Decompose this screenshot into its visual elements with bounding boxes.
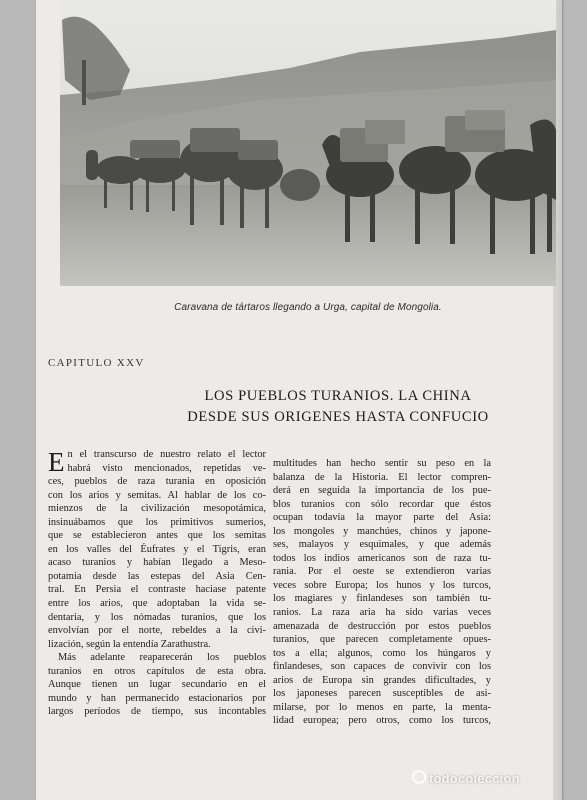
body-line: turanios en otros capítulos de esta obra. xyxy=(48,665,266,677)
camel-caravan-photo xyxy=(60,0,556,286)
watermark-circle-icon xyxy=(412,770,426,784)
body-line: envolvían por el norte, rebeldes a la civi- xyxy=(48,625,266,637)
body-line: Aunque tienen un lugar secundario en el xyxy=(48,679,266,691)
body-line: ses, malayos y esquimales, y que además xyxy=(273,539,491,551)
body-line: arios de Europa sin grandes dificultades, y xyxy=(273,674,491,686)
watermark-text: todocoleccion xyxy=(429,771,520,786)
body-line: habrá visto mencionados, repetidas ve- xyxy=(67,462,266,474)
chapter-heading: CAPITULO XXV xyxy=(48,357,145,369)
body-line: Más adelante reaparecerán los pueblos xyxy=(58,652,266,664)
body-column-left xyxy=(48,448,266,719)
body-line: dentaria, y los nómadas turanios, que los xyxy=(48,611,266,623)
body-line: milarse, por lo menos en parte, la menta- xyxy=(273,701,491,713)
body-line: con los arios y semitas. Al hablar de los co- xyxy=(48,489,266,501)
body-line: multitudes han hecho sentir su peso en la xyxy=(273,458,491,469)
body-line: mienzos de la civilización mesopotámica, xyxy=(48,503,266,515)
body-line: balanza de la Historia. El lector compren- xyxy=(273,471,491,483)
body-line: en los valles del Éufrates y el Tigris, eran xyxy=(48,543,266,555)
body-line: potamia desde las estepas del Asia Cen- xyxy=(48,570,266,582)
body-line: los magiares y finlandeses son también tu- xyxy=(273,593,491,605)
body-line: finlandeses, son capaces de convivir con los xyxy=(273,661,491,673)
drop-cap: E xyxy=(48,447,65,477)
body-line: ranios. La raza aria ha sido varias veces xyxy=(273,607,491,619)
watermark-logo xyxy=(412,770,520,786)
body-line: que se establecieron antes que los semitas xyxy=(48,530,266,542)
body-line: tral. En Persia el contraste haciase patente xyxy=(48,584,266,596)
body-line: largos períodos de tiempo, sus incontables xyxy=(48,706,266,718)
chapter-title-line-1: LOS PUEBLOS TURANIOS. LA CHINA xyxy=(204,388,472,404)
body-line: mundo y han permanecido estacionarios por xyxy=(48,692,266,704)
body-line: lización, según la entendía Zarathustra. xyxy=(48,638,211,650)
body-line: ces, pueblos de raza turania en oposición xyxy=(48,476,266,488)
body-line: rania. Por el oeste se extendieron varias xyxy=(273,566,491,578)
body-line: veces sobre Europa; los hunos y los turcos, xyxy=(273,579,491,591)
body-line: los mongoles y manchúes, chinos y japone- xyxy=(273,525,491,537)
body-line: turanios, que parecen completamente opues- xyxy=(273,634,491,646)
body-line: los japoneses parecen susceptibles de asi- xyxy=(273,688,491,700)
photo-caption: Caravana de tártaros llegando a Urga, capital de Mongolia. xyxy=(174,302,442,313)
chapter-title xyxy=(150,386,526,428)
body-line: acaso turanios y habían llegado a Meso- xyxy=(48,557,266,569)
body-line: lidad europea; pero otros, como los turcos, xyxy=(273,715,491,727)
body-line: derá en seguida la importancia de los pue- xyxy=(273,485,491,497)
body-line: insinuábamos que los primitivos sumerios, xyxy=(48,516,266,528)
body-line: ocupan todavía la mayor parte del Asia: xyxy=(273,512,491,524)
body-column-right xyxy=(273,457,491,728)
body-line: entre los arios, que adoptaban la vida se- xyxy=(48,598,266,610)
body-line: n el transcurso de nuestro relato el lector xyxy=(67,449,266,460)
body-line: amenazada de destrucción por estos pueblos xyxy=(273,620,491,632)
body-line: tos a ella; algunos, como los húngaros y xyxy=(273,647,491,659)
chapter-title-line-2: DESDE SUS ORIGENES HASTA CONFUCIO xyxy=(187,409,489,425)
body-line: blos turanios con sólo recordar que éstos xyxy=(273,498,491,510)
body-line: todos los indios americanos son de raza tu- xyxy=(273,552,491,564)
